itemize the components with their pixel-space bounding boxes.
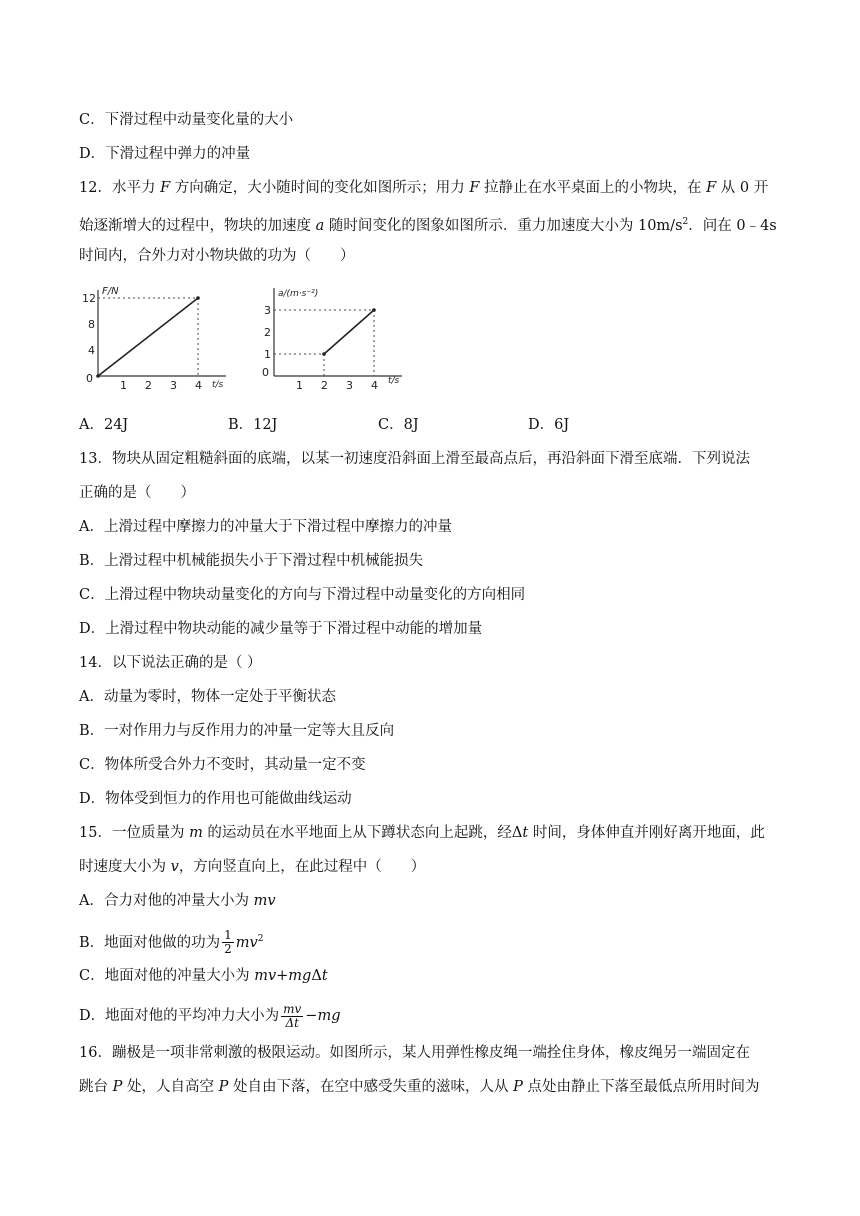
q15-option-c: C．地面对他的冲量大小为 mv+mgΔt [79,968,328,984]
q14-option-a: A．动量为零时，物体一定处于平衡状态 [79,689,336,705]
acceleration-time-chart [252,282,412,402]
q12-option-b: B．12J [228,417,278,433]
q12-option-a: A．24J [79,417,129,433]
x-tick-label: 1 [296,379,303,392]
data-point [322,352,326,356]
q15-option-b: B．地面对他做的功为 $\frac{1}{2}$ $mv^2$ [79,928,264,957]
x-tick-label: 2 [321,379,328,392]
q15-option-d: D．地面对他的平均冲力大小为 $\frac{mv}{\Delta t}$ −mg [79,1001,341,1030]
x-tick-label: 3 [346,379,353,392]
q13-stem-line2: 正确的是（ ） [79,485,195,501]
mv-over-dt-fraction: $\frac{mv}{\Delta t}$ [283,1001,302,1030]
q12-option-c: C．8J [378,417,419,433]
force-time-chart [78,282,238,402]
origin-label: 0 [262,366,269,379]
y-tick-label: 8 [88,318,95,331]
q14-option-d: D．物体受到恒力的作用也可能做曲线运动 [79,791,352,807]
q12-stem-line2: 始逐渐增大的过程中，物块的加速度 a 随时间变化的图象如图所示．重力加速度大小为 $10m/s^2$．问在 0﹣4s [79,217,777,234]
x-tick-label: 4 [195,379,202,392]
y-tick-label: 4 [88,344,95,357]
x-tick-label: 1 [120,379,127,392]
y-tick-label: 12 [82,292,96,305]
acceleration-time-axes [274,288,402,376]
q14-option-c: C．物体所受合外力不变时，其动量一定不变 [79,757,366,773]
q12-stem-line1: 12．水平力 F 方向确定，大小随时间的变化如图所示；用力 F 拉静止在水平桌面上的小物块，在 F 从 0 开 [79,180,769,196]
y-tick-label: 2 [264,326,271,339]
q16-stem-line2: 跳台 P 处，人自高空 P 处自由下落，在空中感受失重的滋味，人从 P 点处由静止下落至最低点所用时间为 [79,1079,760,1095]
series-line [324,310,374,354]
y-tick-label: 1 [264,348,271,361]
q15-option-a: A．合力对他的冲量大小为 mv [79,893,276,909]
half-fraction: $\frac{1}{2}$ [224,928,232,957]
data-point [372,308,376,312]
force-time-axes [98,290,226,376]
x-tick-label: 2 [145,379,152,392]
q12-option-d: D．6J [528,417,570,433]
time-axis-label: t/s [212,380,224,390]
q13-option-b: B．上滑过程中机械能损失小于下滑过程中机械能损失 [79,553,424,569]
q15-stem-line1: 15．一位质量为 m 的运动员在水平地面上从下蹲状态向上起跳，经Δt 时间，身体伸直并刚好离开地面，此 [79,825,765,841]
q15-stem-line2: 时速度大小为 v，方向竖直向上，在此过程中（ ） [79,859,426,875]
origin-label: 0 [86,372,93,385]
q13-option-c: C．上滑过程中物块动量变化的方向与下滑过程中动量变化的方向相同 [79,587,526,603]
force-axis-label: F/N [102,286,119,297]
time-axis-label: t/s [388,376,400,386]
series-line [98,298,198,376]
q13-stem-line1: 13．物块从固定粗糙斜面的底端，以某一初速度沿斜面上滑至最高点后，再沿斜面下滑至底端．下列说法 [79,451,750,467]
y-tick-label: 3 [264,304,271,317]
q14-stem: 14．以下说法正确的是（ ） [79,655,262,671]
q12-stem-line3: 时间内，合外力对小物块做的功为（ ） [79,248,355,264]
q16-stem-line1: 16．蹦极是一项非常刺激的极限运动。如图所示，某人用弹性橡皮绳一端拴住身体，橡皮绳另一端固定在 [79,1045,750,1061]
q11-option-d: D．下滑过程中弹力的冲量 [79,146,251,162]
q11-option-c: C．下滑过程中动量变化量的大小 [79,112,294,128]
q13-option-d: D．上滑过程中物块动能的减少量等于下滑过程中动能的增加量 [79,621,483,637]
x-tick-label: 4 [371,379,378,392]
q13-option-a: A．上滑过程中摩擦力的冲量大于下滑过程中摩擦力的冲量 [79,519,452,535]
data-point [96,374,100,378]
x-tick-label: 3 [170,379,177,392]
q14-option-b: B．一对作用力与反作用力的冲量一定等大且反向 [79,723,395,739]
acceleration-axis-label: a/(m·s⁻²) [278,289,319,299]
data-point [196,296,200,300]
